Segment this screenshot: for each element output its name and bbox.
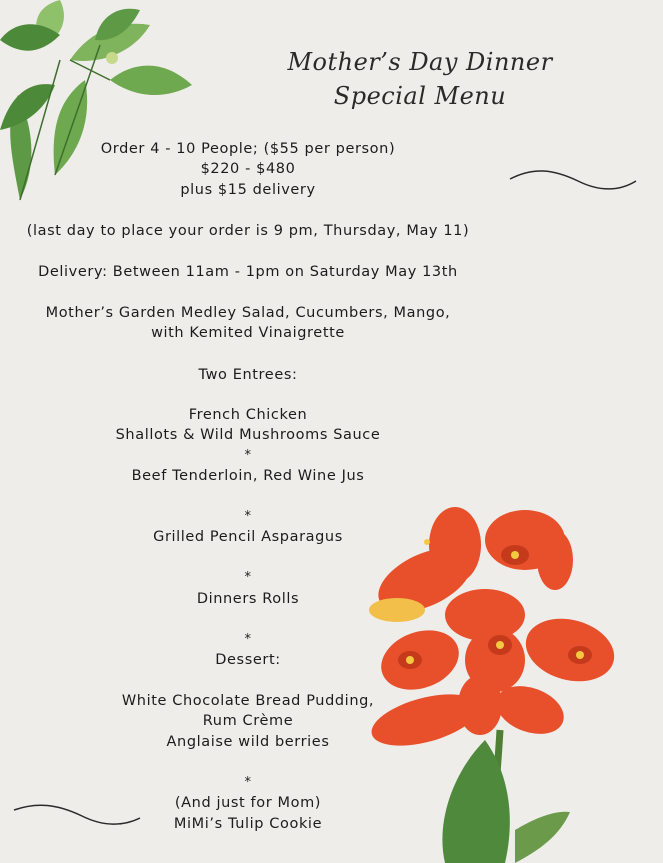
dessert-line-1: White Chocolate Bread Pudding, [121,693,375,709]
mom-line-2: MiMi’s Tulip Cookie [173,816,323,832]
separator-star: * [244,775,252,790]
separator-star: * [244,570,252,585]
separator-star: * [244,448,252,463]
order-info: Order 4 - 10 People; ($55 per person) [100,141,396,157]
salad-line-2: with Kemited Vinaigrette [151,325,345,341]
dessert-heading: Dessert: [215,652,281,668]
squiggle-right-decoration [508,165,640,197]
entree1-line-1: French Chicken [188,407,308,423]
separator-star: * [244,632,252,647]
separator-star: * [244,509,252,524]
entree2-line: Beef Tenderloin, Red Wine Jus [131,468,365,484]
rolls-item: Dinners Rolls [196,591,300,607]
menu-title-line1: Mother’s Day Dinner [287,48,553,76]
side-dish: Grilled Pencil Asparagus [153,529,343,545]
dessert-line-2: Rum Crème [202,713,294,729]
entrees-heading: Two Entrees: [198,367,298,383]
delivery-fee: plus $15 delivery [180,182,316,198]
salad-line-1: Mother’s Garden Medley Salad, Cucumbers, Mango, [45,305,451,321]
delivery-window: Delivery: Between 11am - 1pm on Saturday May 13th [38,264,458,280]
mom-line-1: (And just for Mom) [174,795,322,811]
price-range: $220 - $480 [200,161,296,177]
order-deadline: (last day to place your order is 9 pm, Thursday, May 11) [26,223,470,239]
dessert-line-3: Anglaise wild berries [166,734,330,750]
entree1-line-2: Shallots & Wild Mushrooms Sauce [115,427,381,443]
menu-title-line2: Special Menu [333,82,507,110]
